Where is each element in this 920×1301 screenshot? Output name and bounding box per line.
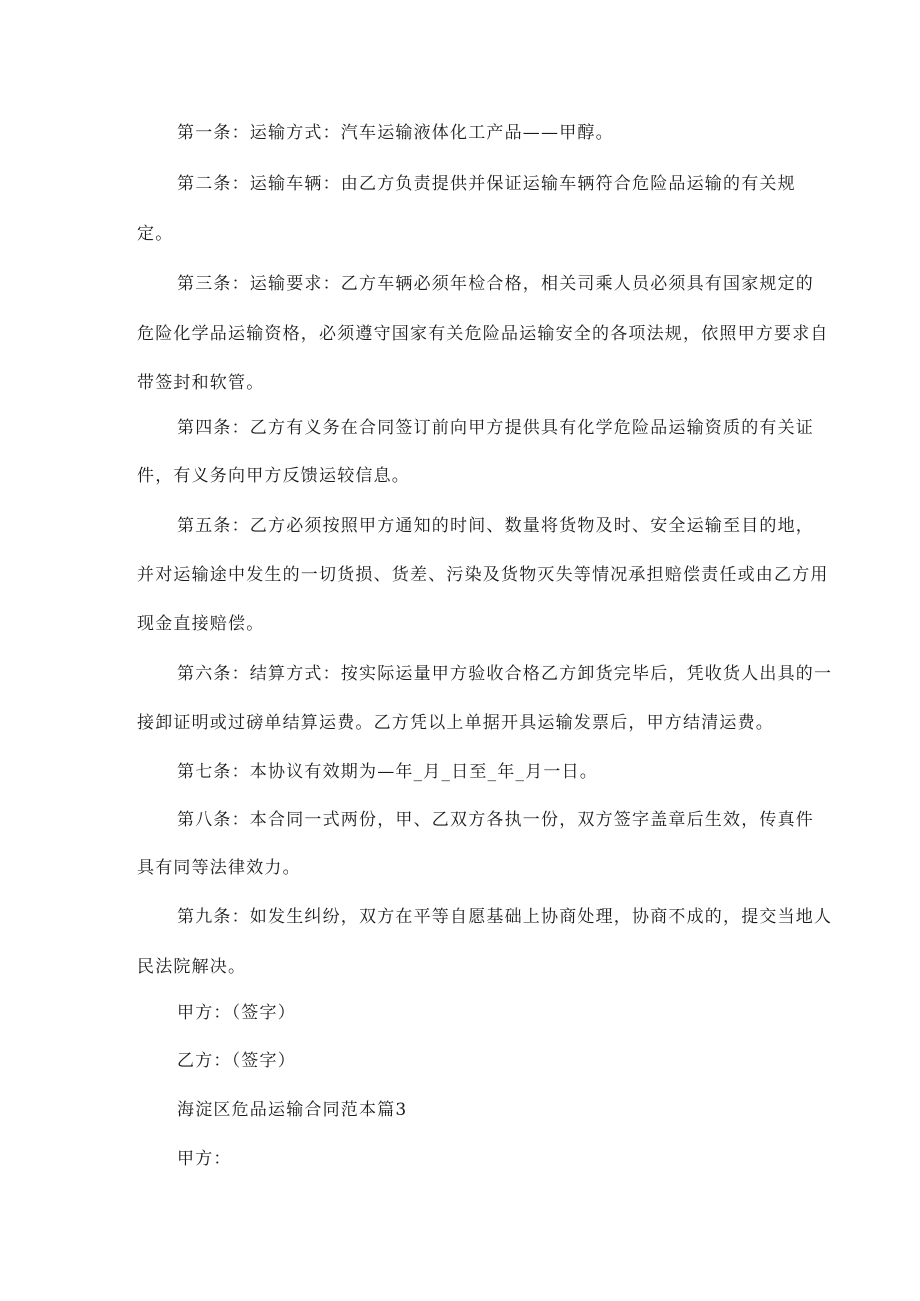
article-4-line-1: 第四条：乙方有义务在合同签订前向甲方提供具有化学危险品运输资质的有关证 bbox=[177, 418, 814, 438]
article-6-line-2: 接卸证明或过磅单结算运费。乙方凭以上单据开具运输发票后，甲方结清运费。 bbox=[137, 713, 774, 733]
article-3-line-1: 第三条：运输要求：乙方车辆必须年检合格，相关司乘人员必须具有国家规定的 bbox=[177, 274, 814, 294]
article-8-line-1: 第八条：本合同一式两份，甲、乙双方各执一份，双方签字盖章后生效，传真件 bbox=[177, 810, 814, 830]
party-b-signature: 乙方：（签字） bbox=[177, 1051, 296, 1071]
article-9-line-1: 第九条：如发生纠纷，双方在平等自愿基础上协商处理，协商不成的，提交当地人 bbox=[177, 907, 833, 927]
article-5-line-3: 现金直接赔偿。 bbox=[137, 614, 265, 634]
party-a-signature: 甲方：（签字） bbox=[177, 1003, 296, 1023]
article-5-line-1: 第五条：乙方必须按照甲方通知的时间、数量将货物及时、安全运输至目的地， bbox=[177, 516, 814, 536]
article-7-line: 第七条：本协议有效期为—年_月_日至_年_月一日。 bbox=[177, 762, 598, 782]
article-3-line-3: 带签封和软管。 bbox=[137, 373, 265, 393]
article-5-line-2: 并对运输途中发生的一切货损、货差、污染及货物灭失等情况承担赔偿责任或由乙方用 bbox=[137, 565, 829, 585]
article-8-line-2: 具有同等法律效力。 bbox=[137, 858, 301, 878]
article-4-line-2: 件，有义务向甲方反馈运较信息。 bbox=[137, 466, 410, 486]
article-9-line-2: 民法院解决。 bbox=[137, 957, 247, 977]
article-3-line-2: 危险化学品运输资格，必须遵守国家有关危险品运输安全的各项法规，依照甲方要求自 bbox=[137, 324, 829, 344]
article-2-line-2: 定。 bbox=[137, 224, 174, 244]
article-6-line-1: 第六条：结算方式：按实际运量甲方验收合格乙方卸货完毕后，凭收货人出具的一 bbox=[177, 664, 833, 684]
section-title: 海淀区危品运输合同范本篇3 bbox=[177, 1100, 408, 1120]
article-2-line-1: 第二条：运输车辆：由乙方负责提供并保证运输车辆符合危险品运输的有关规 bbox=[177, 174, 796, 194]
article-1-line: 第一条：运输方式：汽车运输液体化工产品——甲醇。 bbox=[177, 123, 614, 143]
party-a-label: 甲方： bbox=[177, 1149, 232, 1169]
